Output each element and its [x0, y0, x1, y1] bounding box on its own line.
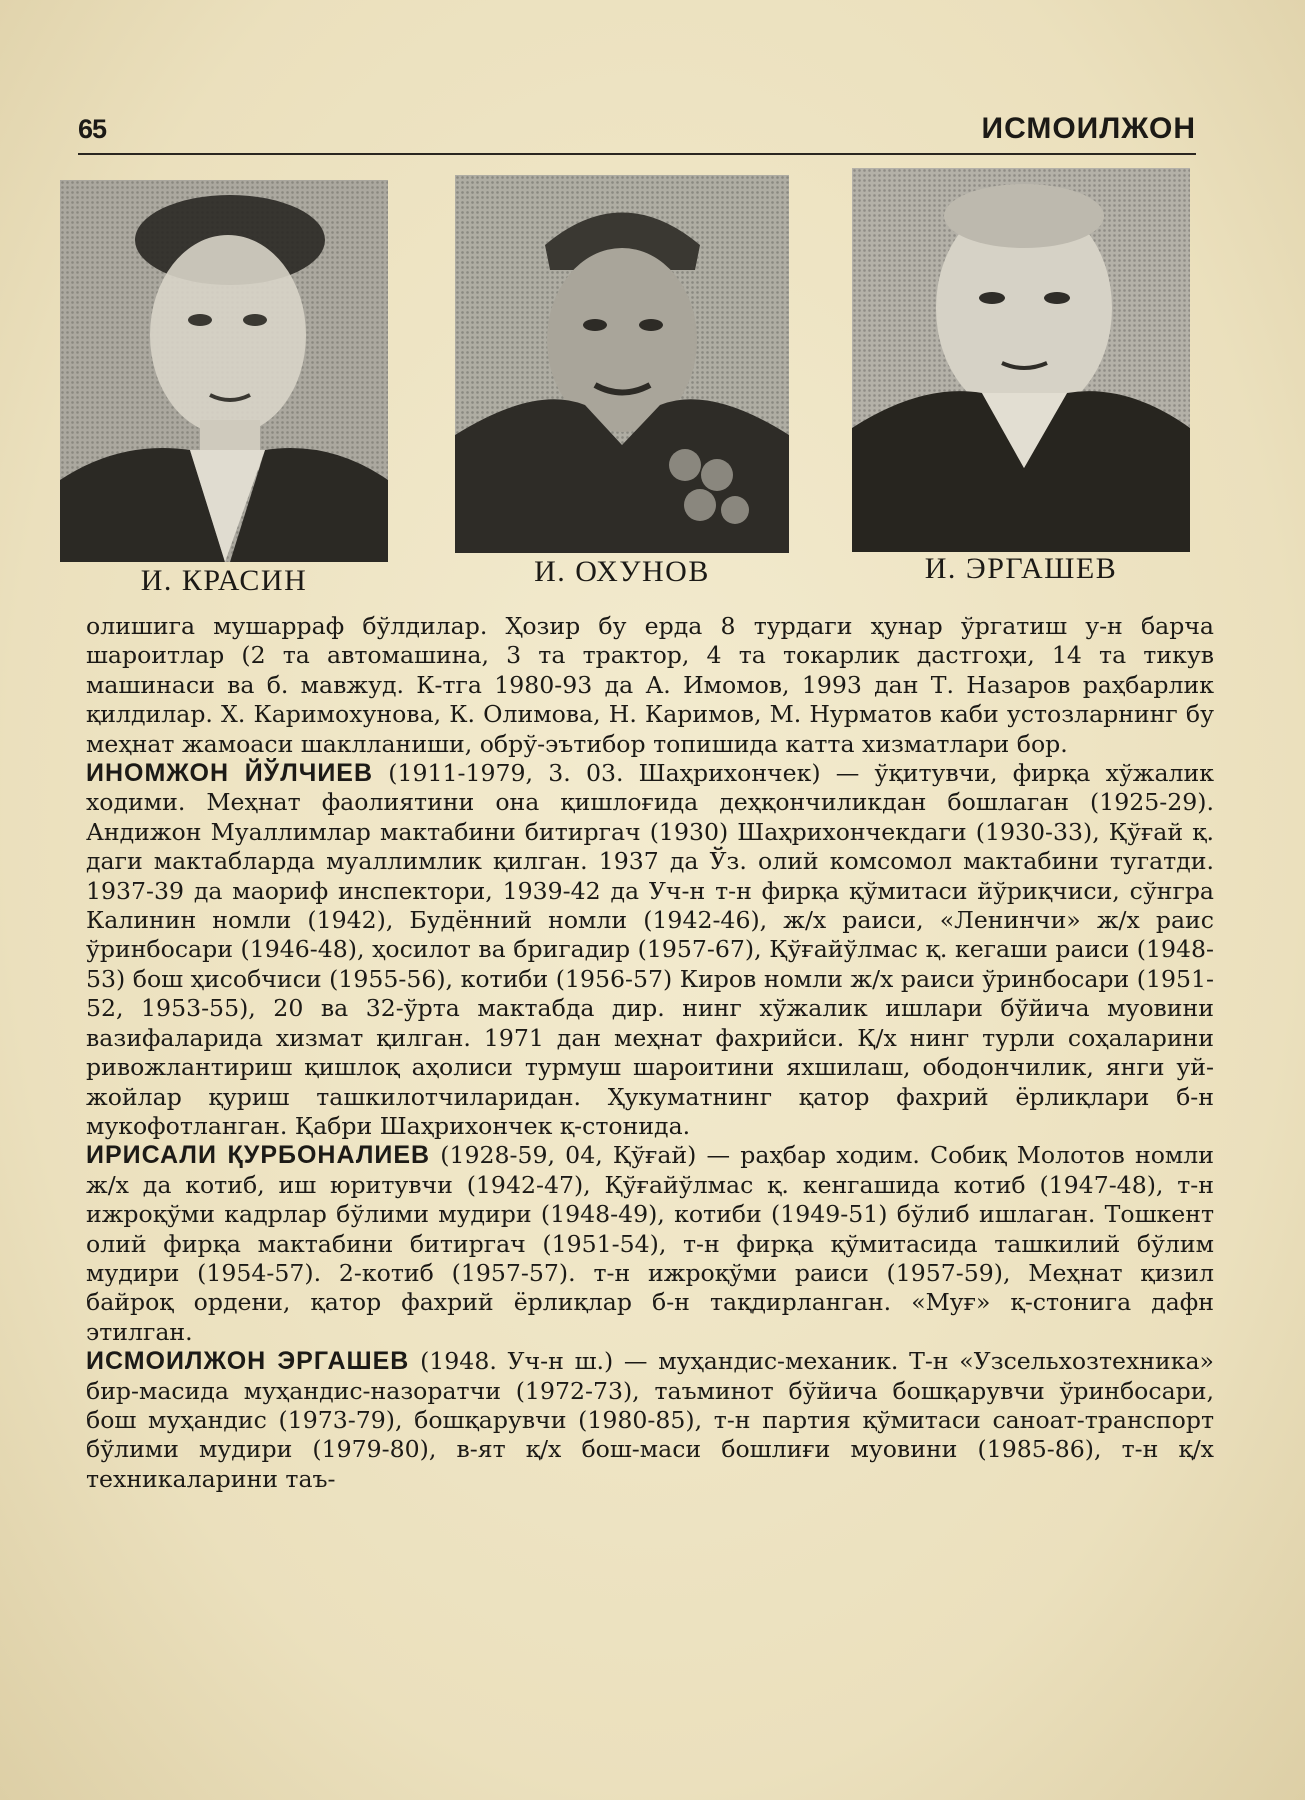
entry-text: (1948. Уч-н ш.) — муҳандис-механик. Т-н «Узсельхозтехника» бир-масида муҳандис-назоратчи (1972-73), таъминот бўйича бошқарувчи ўринбосари, бош муҳандис (1973-79), бошқарувчи (1980-85), т-н партия қўмитаси саноат-транспорт бўлими мудири (1979-80), в-ят қ/х бош-маси бошлиғи муовини (1985-86), т-н қ/х техникаларини таъ-	[86, 1347, 1214, 1493]
portrait-photo	[455, 175, 789, 553]
portrait-photo	[852, 168, 1190, 552]
entry-name: ИРИСАЛИ ҚУРБОНАЛИЕВ	[86, 1141, 431, 1170]
portrait-caption: И. ЭРГАШЕВ	[924, 552, 1118, 585]
running-head: ИСМОИЛЖОН	[981, 112, 1196, 145]
portrait-photo	[60, 180, 388, 562]
portrait-row	[0, 0, 1305, 600]
main-text	[86, 612, 1214, 1494]
entry-name: ИСМОИЛЖОН ЭРГАШЕВ	[86, 1347, 410, 1376]
biography-entry	[86, 759, 1214, 1141]
biography-entry	[86, 1347, 1214, 1494]
entry-text: (1928-59, 04, Қўғай) — раҳбар ходим. Собиқ Молотов номли ж/х да котиб, иш юритувчи (1942-47), Қўғайўлмас қ. кенгашида котиб (1947-48), т-н ижроқўми кадрлар бўлими мудири (1948-49), котиби (1949-51) бўлиб ишлаган. Тошкент олий фирқа мактабини битиргач (1951-54), т-н фирқа қўмитасида ташкилий бўлим мудири (1954-57). 2-котиб (1957-57). т-н ижроқўми раиси (1957-59), Меҳнат қизил байроқ ордени, қатор фахрий ёрлиқлар б-н тақдирланган. «Муғ» қ-стонига дафн этилган.	[86, 1141, 1215, 1346]
portrait-caption: И. ОХУНОВ	[534, 555, 710, 588]
portrait-ergashev	[852, 168, 1190, 600]
portrait-krasin	[60, 180, 388, 600]
entry-name: ИНОМЖОН ЙЎЛЧИЕВ	[86, 759, 374, 788]
portrait-okhunov	[455, 175, 789, 600]
biography-entry	[86, 1141, 1214, 1347]
intro-paragraph: олишига мушарраф бўлдилар. Ҳозир бу ерда 8 турдаги ҳунар ўргатиш у-н барча шароитлар (2 та автомашина, 3 та трактор, 4 та токарлик дастгоҳи, 14 та тикув машинаси ва б. мавжуд. К-тга 1980-93 да А. Имомов, 1993 дан Т. Назаров раҳбарлик қилдилар. Х. Каримохунова, К. Олимова, Н. Каримов, М. Нурматов каби устозларнинг бу меҳнат жамоаси шаклланиши, обрў-эътибор топишида катта хизматлари бор.	[86, 612, 1214, 758]
page-number: 65	[78, 114, 107, 144]
portrait-caption: И. КРАСИН	[140, 564, 308, 597]
entry-text: (1911-1979, 3. 03. Шаҳрихончек) — ўқитувчи, фирқа хўжалик ходими. Меҳнат фаолиятини она қишлоғида деҳқончиликдан бошлаган (1925-29). Андижон Муаллимлар мактабини битиргач (1930) Шаҳрихончекдаги (1930-33), Қўғай қ. даги мактабларда муаллимлик қилган. 1937 да Ўз. олий комсомол мактабини тугатди. 1937-39 да маориф инспектори, 1939-42 да Уч-н т-н фирқа қўмитаси йўриқчиси, сўнгра Калинин номли (1942), Будённий номли (1942-46), ж/х раиси, «Ленинчи» ж/х раис ўринбосари (1946-48), ҳосилот ва бригадир (1957-67), Қўғайўлмас қ. кегаши раиси (1948-53) бош ҳисобчиси (1955-56), котиби (1956-57) Киров номли ж/х раиси ўринбосари (1951-52, 1953-55), 20 ва 32-ўрта мактабда дир. нинг хўжалик ишлари бўйича муовини вазифаларида хизмат қилган. 1971 дан меҳнат фахрийси. Қ/х нинг турли соҳаларини ривожлантириш қишлоқ аҳолиси турмуш шароитини яхшилаш, ободончилик, янги уй-жойлар қуриш ташкилотчиларидан. Ҳукуматнинг қатор фахрий ёрлиқлари б-н мукофотланган. Қабри Шаҳрихончек қ-стонида.	[86, 759, 1214, 1140]
